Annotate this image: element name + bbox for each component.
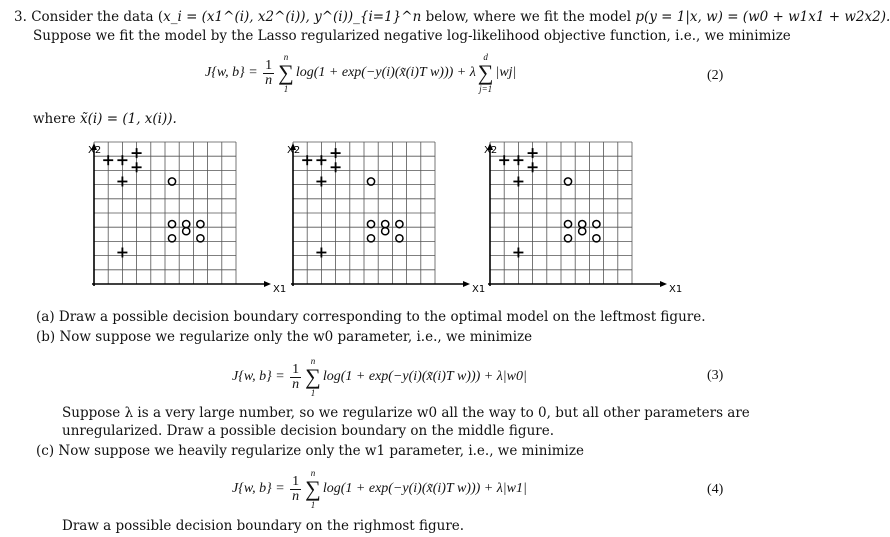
equation-3: J{w, b} = $\frac{1}{n}$ n ∑ 1 log(1 + exp(−y(i)(x̃(i)T w))) + λ|w0| <box>232 356 527 398</box>
data-notation: x_i = (x1^(i), x2^(i)), y^(i))_{i=1}^n <box>163 9 422 25</box>
y-axis-label: X2 <box>287 145 301 156</box>
problem-intro: Consider the data ( <box>31 9 164 25</box>
x-arrow <box>660 281 667 287</box>
plus-point <box>499 155 509 165</box>
plus-point <box>117 155 127 165</box>
x-axis-label: X1 <box>273 284 287 295</box>
part-c: (c) Now suppose we heavily regularize only the w1 parameter, i.e., we minimize <box>36 443 584 459</box>
eq3-body: log(1 + exp(−y(i)(x̃(i)T w))) + λ|w0| <box>322 369 527 385</box>
circle-point <box>382 228 389 235</box>
circle-point <box>579 228 586 235</box>
circle-point <box>367 235 374 242</box>
plus-point <box>528 148 538 158</box>
part-c-text: Draw a possible decision boundary on the righmost figure. <box>62 518 465 534</box>
eq4-body: log(1 + exp(−y(i)(x̃(i)T w))) + λ|w1| <box>322 481 527 497</box>
circle-point <box>564 221 571 228</box>
part-b-text-1: Suppose λ is a very large number, so we regularize w0 all the way to 0, but all other parameters are <box>62 405 750 421</box>
problem-intro-cont: below, where we fit the model <box>421 9 636 25</box>
x-axis-label: X1 <box>669 284 683 295</box>
eq2-lhs: J{w, b} = <box>205 65 258 81</box>
equation-4: J{w, b} = $\frac{1}{n}$ n ∑ 1 log(1 + exp(−y(i)(x̃(i)T w))) + λ|w1| <box>232 468 527 510</box>
plus-point <box>316 177 326 187</box>
circle-point <box>396 221 403 228</box>
plus-point <box>132 162 142 172</box>
plus-point <box>528 162 538 172</box>
circle-point <box>168 178 175 185</box>
x-axis-label: X1 <box>472 284 486 295</box>
plus-point <box>132 148 142 158</box>
figure-leftmost[interactable] <box>80 140 287 302</box>
circle-point <box>367 221 374 228</box>
plus-point <box>331 148 341 158</box>
problem-line-2: Suppose we fit the model by the Lasso regularized negative log-likelihood objective function, i.e., we minimize <box>33 28 791 44</box>
model-notation: p(y = 1|x, w) = (w0 + w1x1 + w2x2). <box>635 9 890 25</box>
plus-point <box>117 177 127 187</box>
circle-point <box>367 178 374 185</box>
eq2-sum: n ∑ 1 <box>278 52 294 94</box>
equation-3-number: (3) <box>707 368 724 383</box>
equation-4-number: (4) <box>707 482 724 497</box>
y-axis-label: X2 <box>484 145 498 156</box>
circle-point <box>168 235 175 242</box>
equation-2 <box>205 52 516 94</box>
x-arrow <box>264 281 271 287</box>
eq2-tail: |wj| <box>495 65 517 81</box>
circle-point <box>382 221 389 228</box>
plus-point <box>513 155 523 165</box>
plus-point <box>103 155 113 165</box>
problem-line-1 <box>14 9 890 25</box>
figure-middle[interactable] <box>279 140 486 302</box>
circle-point <box>183 221 190 228</box>
circle-point <box>579 221 586 228</box>
augmented-x: x̃(i) = (1, x(i)). <box>79 111 177 127</box>
circle-point <box>564 178 571 185</box>
y-axis-label: X2 <box>88 145 102 156</box>
part-b-text-2: unregularized. Draw a possible decision boundary on the middle figure. <box>62 423 555 439</box>
plus-point <box>316 155 326 165</box>
eq2-fraction: $\frac{1}{n}$ <box>265 57 273 88</box>
circle-point <box>593 221 600 228</box>
circle-point <box>197 221 204 228</box>
circle-point <box>168 221 175 228</box>
part-b: (b) Now suppose we regularize only the w0 parameter, i.e., we minimize <box>36 329 533 345</box>
plus-point <box>302 155 312 165</box>
eq2-body: log(1 + exp(−y(i)(x̃(i)T w))) + λ <box>295 65 476 81</box>
circle-point <box>593 235 600 242</box>
part-a: (a) Draw a possible decision boundary corresponding to the optimal model on the leftmost figure. <box>36 309 706 325</box>
circle-point <box>396 235 403 242</box>
circle-point <box>197 235 204 242</box>
plus-point <box>513 177 523 187</box>
equation-2-number: (2) <box>707 68 724 83</box>
circle-point <box>183 228 190 235</box>
plus-point <box>331 162 341 172</box>
eq2-sum-2: d ∑ j=1 <box>477 52 494 94</box>
where-line: where x̃(i) = (1, x(i)). <box>33 111 177 127</box>
problem-number: 3. <box>14 9 27 25</box>
x-arrow <box>463 281 470 287</box>
circle-point <box>564 235 571 242</box>
figure-rightmost[interactable] <box>476 140 683 302</box>
